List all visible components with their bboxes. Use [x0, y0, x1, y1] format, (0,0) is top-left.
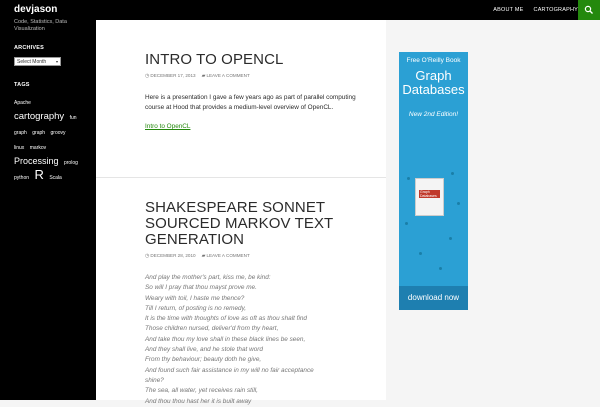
- post-opencl: [145, 52, 363, 130]
- post-divider: [96, 177, 386, 178]
- nav-item-about-me[interactable]: ABOUT ME: [493, 7, 524, 13]
- clock-icon: ◷: [145, 253, 150, 259]
- graph-dot: [451, 172, 454, 175]
- post-comment-link[interactable]: ▰LEAVE A COMMENT: [201, 73, 250, 79]
- archive-select[interactable]: [14, 57, 61, 66]
- tag-link[interactable]: Apache: [14, 100, 31, 106]
- ad-edition: New 2nd Edition!: [408, 111, 459, 118]
- nav-item-cartography[interactable]: CARTOGRAPHY: [533, 7, 578, 13]
- poem-line: And they shall live, and he stole that word: [145, 346, 263, 354]
- graph-dot: [439, 267, 442, 270]
- post-title[interactable]: INTRO TO OPENCL: [145, 51, 284, 68]
- tag-link[interactable]: graph: [32, 130, 46, 136]
- archives-title: ARCHIVES: [14, 45, 45, 51]
- tag-link[interactable]: python: [14, 175, 30, 181]
- content-column: [96, 20, 386, 405]
- tag-cloud: [14, 94, 82, 184]
- site-title[interactable]: devjason: [14, 4, 58, 15]
- book-cover-title: Graph Databases: [420, 190, 437, 198]
- comment-icon: ▰: [201, 253, 206, 259]
- poem-line: Till I return, of posting is no remedy,: [145, 304, 247, 312]
- post-link[interactable]: Intro to OpenCL: [145, 123, 191, 130]
- tag-link[interactable]: cartography: [14, 111, 65, 122]
- search-icon: [584, 5, 594, 15]
- post-comment-link[interactable]: ▰LEAVE A COMMENT: [201, 253, 250, 259]
- ad-download-button[interactable]: download now: [399, 286, 468, 310]
- ad-line1: Free O'Reilly Book: [406, 57, 461, 64]
- poem-line: And found such fair assistance in my will no fair acceptance: [145, 366, 314, 374]
- main-area: [96, 20, 600, 405]
- tag-link[interactable]: Scala: [49, 175, 62, 181]
- poem-line: Those children nursed, deliver'd from thy heart,: [145, 325, 279, 333]
- poem-line: And take thou my love shall in these black lines be seen,: [145, 335, 306, 343]
- sidebar: [0, 20, 96, 400]
- tag-link[interactable]: linux: [14, 145, 25, 151]
- tag-link[interactable]: groovy: [50, 130, 66, 136]
- archive-select-value: Select Month: [17, 58, 47, 65]
- poem-line: It is the time with thoughts of love as oft as thou shalt find: [145, 315, 307, 323]
- post-meta: [145, 253, 363, 259]
- tag-link[interactable]: fun: [69, 115, 77, 121]
- ad-banner[interactable]: [399, 52, 468, 310]
- search-button[interactable]: [578, 0, 600, 20]
- post-meta: [145, 73, 363, 79]
- chevron-down-icon: ▾: [55, 59, 58, 64]
- comment-icon: ▰: [201, 73, 206, 79]
- post-title[interactable]: SHAKESPEARE SONNET SOURCED MARKOV TEXT GENERATION: [145, 199, 334, 248]
- poem-line: So will I pray that thou mayst prove me.: [145, 284, 257, 292]
- tag-link[interactable]: Processing: [14, 156, 59, 166]
- tag-link[interactable]: graph: [14, 130, 27, 136]
- tag-link[interactable]: markov: [29, 145, 47, 151]
- poem-line: From thy behaviour; beauty doth he give,: [145, 356, 262, 364]
- site-tagline: Code, Statistics, Data Visualization: [14, 19, 67, 32]
- poem-line: And thou thou hast her it is built away: [145, 397, 252, 405]
- post-date[interactable]: ◷DECEMBER 28, 2010: [145, 253, 196, 259]
- book-cover: [415, 178, 444, 216]
- poem-text: [145, 273, 363, 407]
- tags-title: TAGS: [14, 82, 30, 88]
- top-bar: [0, 0, 600, 20]
- tag-link[interactable]: R: [34, 167, 44, 182]
- poem-line: Weary with toil, I haste me thence?: [145, 294, 245, 302]
- poem-line: And play the mother's part, kiss me, be kind:: [145, 274, 271, 281]
- tag-link[interactable]: prolog: [63, 160, 78, 166]
- post-shakespeare: [145, 200, 363, 407]
- post-date[interactable]: ◷DECEMBER 17, 2013: [145, 73, 196, 79]
- graph-dot: [449, 237, 452, 240]
- poem-line: shine?: [145, 376, 164, 384]
- graph-dot: [457, 202, 460, 205]
- graph-dot: [419, 252, 422, 255]
- graph-dot: [405, 222, 408, 225]
- post-body: Here is a presentation I gave a few years ago as part of parallel computing course at Hood that provides a medium-level overview of OpenCL.: [145, 94, 356, 111]
- graph-dot: [407, 177, 410, 180]
- ad-headline: Graph Databases: [402, 68, 465, 97]
- poem-line: The sea, all water, yet receives rain still,: [145, 387, 258, 395]
- top-nav: [493, 0, 578, 20]
- clock-icon: ◷: [145, 73, 150, 79]
